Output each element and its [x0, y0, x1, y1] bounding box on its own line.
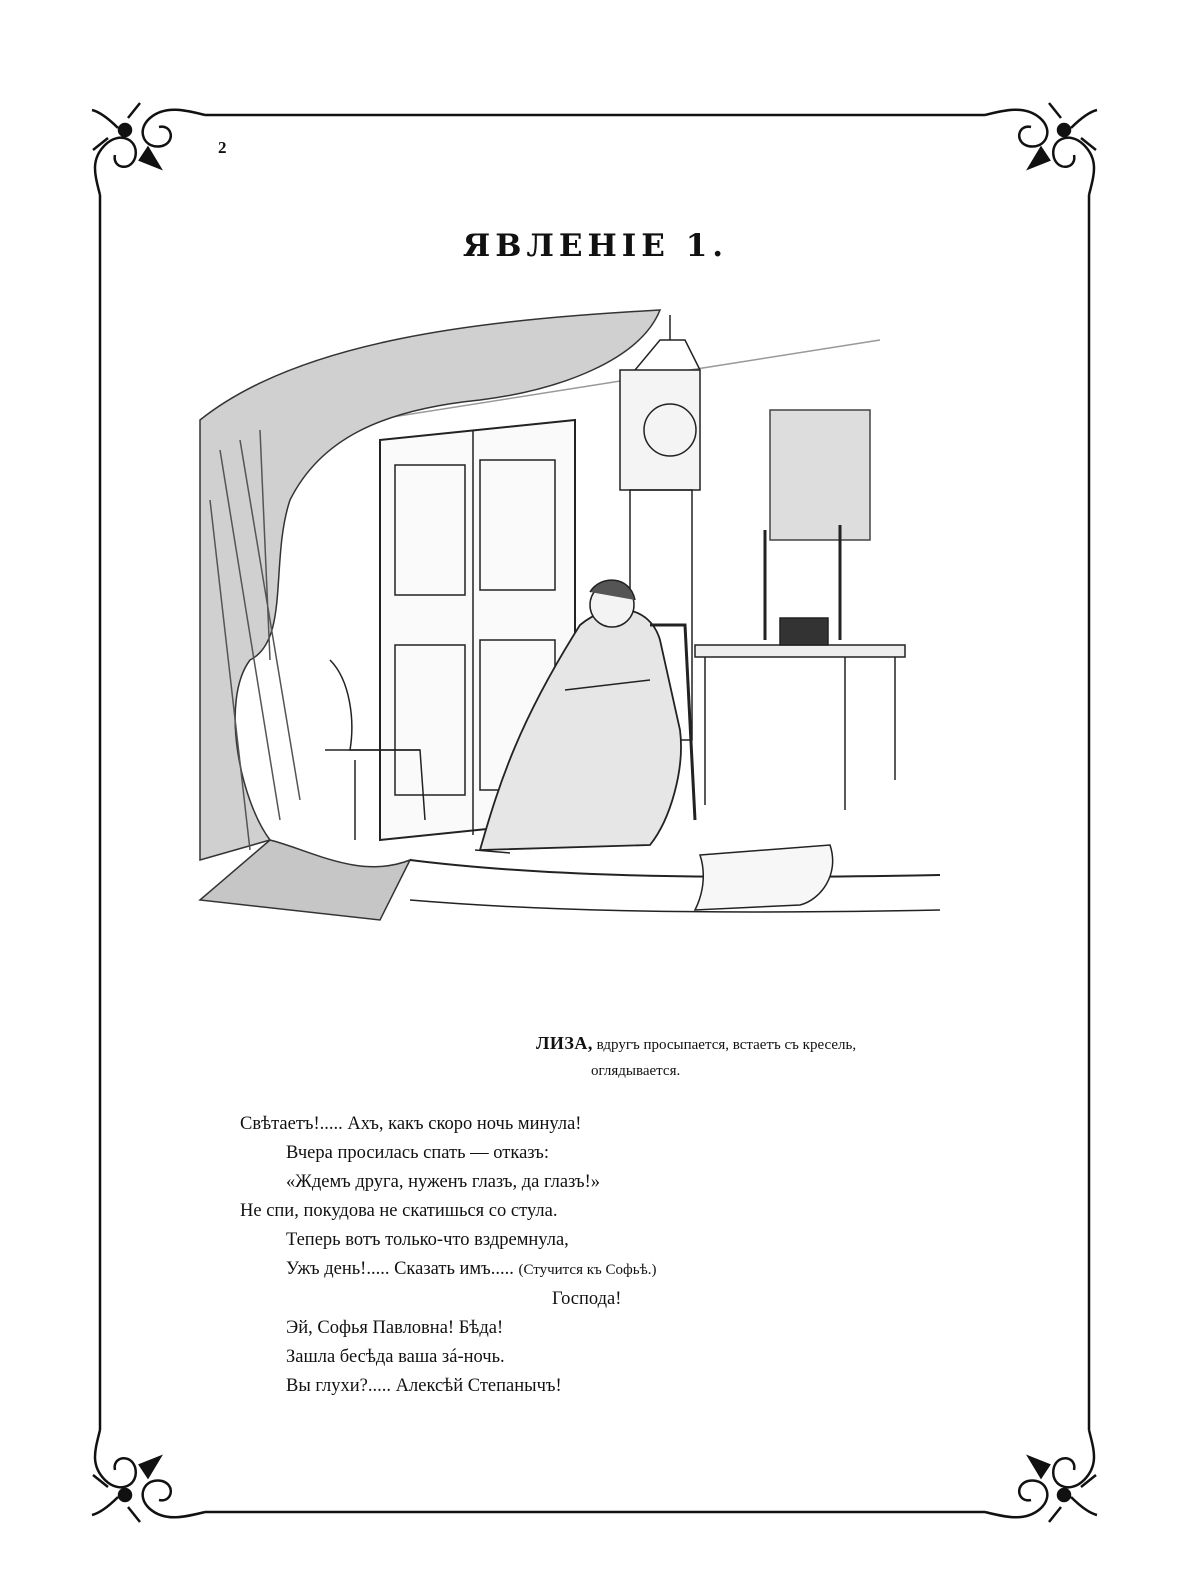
- scene-illustration: [180, 300, 940, 940]
- stage-direction-line1: вдругъ просыпается, встаетъ съ кресель,: [596, 1037, 857, 1053]
- verse-line: Не спи, покудова не скатишься со стула.: [240, 1201, 558, 1221]
- stage-direction-line2: оглядывается.: [591, 1063, 681, 1079]
- verse-line: Эй, Софья Павловна! Бѣда!: [286, 1318, 504, 1338]
- mirror: [770, 410, 870, 540]
- table: [695, 525, 905, 810]
- corner-flourish-top-right: [985, 103, 1097, 195]
- corner-flourish-top-left: [92, 103, 205, 195]
- verse-line: Вы глухи?..... Алексѣй Степанычъ!: [286, 1376, 562, 1396]
- verse-line: Господа!: [552, 1289, 622, 1309]
- stage-aside: (Стучится къ Софьѣ.): [518, 1262, 657, 1278]
- corner-flourish-bottom-right: [985, 1430, 1097, 1522]
- verse-line-text: Ужъ день!..... Сказать имъ.....: [286, 1259, 514, 1279]
- verse-line: Вчера просилась спать — отказъ:: [286, 1143, 549, 1163]
- corner-flourish-bottom-left: [92, 1430, 205, 1522]
- scene-title: ЯВЛЕНІЕ 1.: [462, 228, 729, 264]
- verse-line: «Ждемъ друга, нуженъ глазъ, да глазъ!»: [286, 1172, 601, 1192]
- verse-line: Зашла бесѣда ваша зá-ночь.: [286, 1347, 505, 1367]
- scroll-paper: [695, 845, 833, 910]
- stage-direction: [536, 1030, 936, 1084]
- verse-line: Теперь вотъ только-что вздремнула,: [286, 1230, 569, 1250]
- page-number: 2: [218, 138, 227, 157]
- verse-line: Свѣтаетъ!..... Ахъ, какъ скоро ночь минула!: [240, 1114, 582, 1134]
- verse-block: [240, 1110, 840, 1401]
- verse-line-with-aside: [240, 1255, 840, 1285]
- speaker-name: ЛИЗА,: [536, 1033, 593, 1053]
